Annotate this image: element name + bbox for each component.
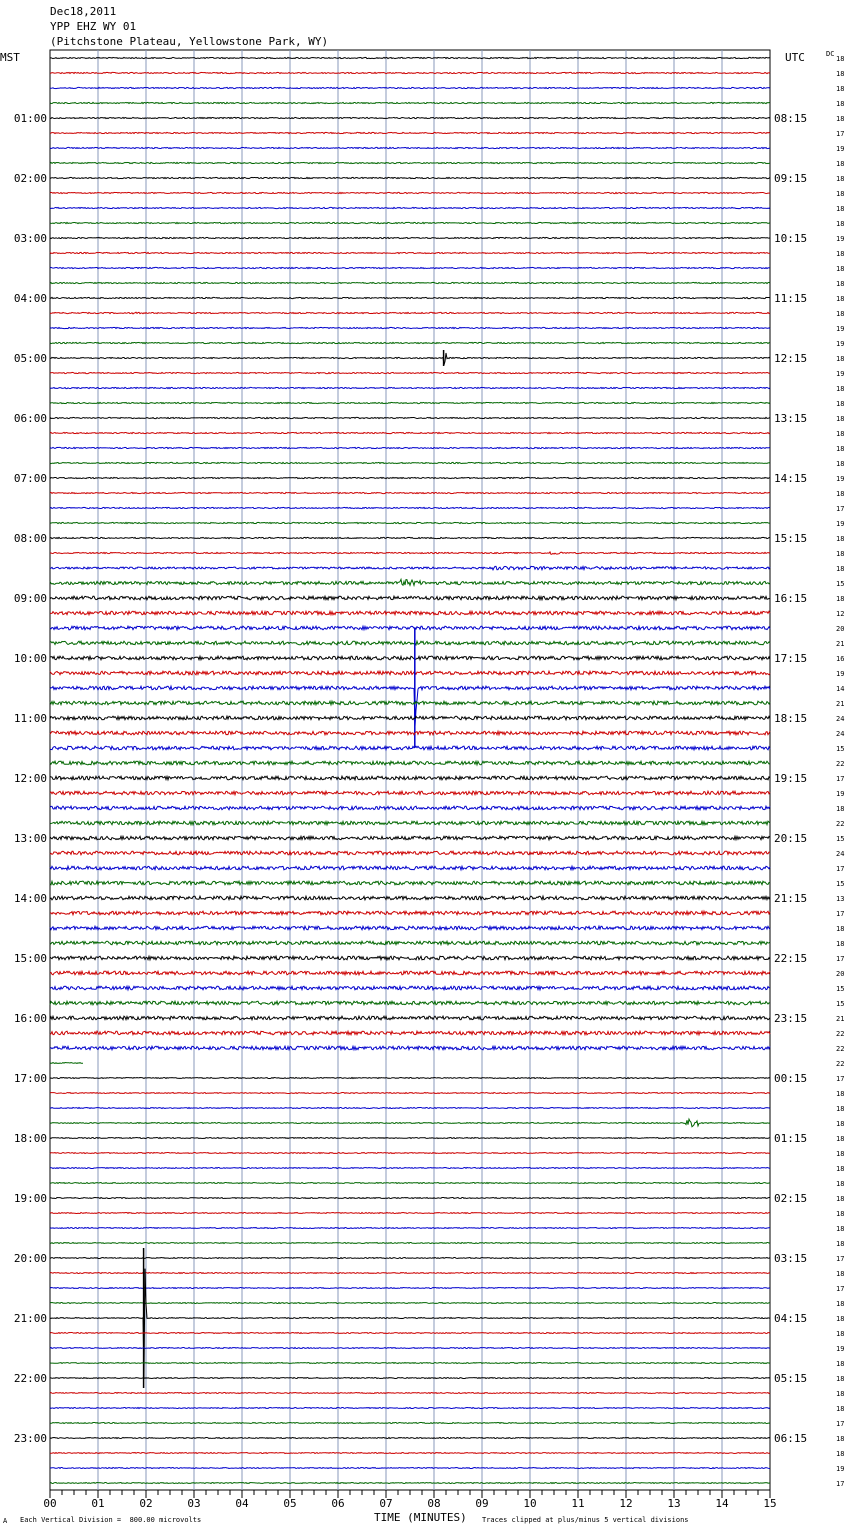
seismic-trace xyxy=(50,986,770,990)
seismic-trace xyxy=(50,1243,770,1244)
left-hour-label: 07:00 xyxy=(13,472,47,485)
seismic-trace xyxy=(50,522,770,523)
dc-offset-value: 21 xyxy=(836,1015,845,1023)
right-hour-label: 15:15 xyxy=(774,532,808,545)
dc-offset-value: 18 xyxy=(836,1165,845,1173)
seismic-trace xyxy=(50,1408,770,1409)
right-hour-label: 02:15 xyxy=(774,1192,808,1205)
x-tick-label: 14 xyxy=(715,1497,729,1510)
seismic-trace xyxy=(50,926,770,930)
dc-offset-value: 15 xyxy=(836,880,845,888)
dc-offset-value: 18 xyxy=(836,160,845,168)
seismic-trace xyxy=(50,1153,770,1154)
dc-offset-value: 21 xyxy=(836,700,845,708)
seismic-trace xyxy=(50,641,770,645)
seismic-trace xyxy=(50,132,770,133)
left-hour-label: 05:00 xyxy=(13,352,47,365)
dc-offset-value: 18 xyxy=(836,490,845,498)
seismic-trace xyxy=(50,1438,770,1439)
footer-scale-note: Each Vertical Division = 800.00 microvolts xyxy=(20,1516,202,1524)
dc-offset-value: 18 xyxy=(836,280,845,288)
dc-offset-value: 24 xyxy=(836,730,845,738)
right-hour-label: 16:15 xyxy=(774,592,808,605)
seismic-trace xyxy=(50,1198,770,1199)
right-hour-label: 22:15 xyxy=(774,952,808,965)
seismic-trace xyxy=(50,1108,770,1109)
dc-offset-value: 15 xyxy=(836,985,845,993)
seismic-trace xyxy=(50,1183,770,1184)
dc-offset-value: 18 xyxy=(836,1300,845,1308)
right-hour-label: 11:15 xyxy=(774,292,808,305)
seismic-trace xyxy=(50,1378,770,1379)
right-timezone-label: UTC xyxy=(785,51,805,64)
dc-offset-value: 18 xyxy=(836,805,845,813)
left-hour-label: 01:00 xyxy=(13,112,47,125)
dc-offset-value: 17 xyxy=(836,1420,845,1428)
dc-offset-value: 15 xyxy=(836,745,845,753)
header-date: Dec18,2011 xyxy=(50,5,117,18)
seismic-trace xyxy=(50,896,770,900)
seismic-trace xyxy=(50,626,770,630)
dc-offset-value: 19 xyxy=(836,1465,845,1473)
dc-offset-value: 17 xyxy=(836,775,845,783)
seismic-trace xyxy=(50,477,770,478)
dc-offset-value: 21 xyxy=(836,640,845,648)
dc-offset-value: 18 xyxy=(836,565,845,573)
dc-offset-value: 19 xyxy=(836,670,845,678)
dc-offset-value: 24 xyxy=(836,850,845,858)
seismic-trace xyxy=(50,1273,770,1274)
dc-offset-value: 16 xyxy=(836,655,845,663)
x-tick-label: 09 xyxy=(475,1497,489,1510)
seismic-trace xyxy=(50,1258,770,1259)
x-tick-label: 11 xyxy=(571,1497,585,1510)
left-hour-label: 21:00 xyxy=(13,1312,47,1325)
seismic-trace xyxy=(50,1303,770,1304)
left-hour-label: 19:00 xyxy=(13,1192,47,1205)
seismic-trace xyxy=(50,402,770,403)
seismic-trace xyxy=(50,566,770,570)
left-hour-label: 16:00 xyxy=(13,1012,47,1025)
dc-offset-value: 22 xyxy=(836,1030,845,1038)
dc-offset-value: 18 xyxy=(836,1090,845,1098)
dc-offset-value: 18 xyxy=(836,1105,845,1113)
left-hour-label: 09:00 xyxy=(13,592,47,605)
dc-offset-value: 19 xyxy=(836,1345,845,1353)
right-hour-label: 08:15 xyxy=(774,112,808,125)
right-hour-label: 20:15 xyxy=(774,832,808,845)
left-hour-label: 12:00 xyxy=(13,772,47,785)
seismic-trace xyxy=(50,731,770,735)
left-hour-label: 11:00 xyxy=(13,712,47,725)
right-hour-label: 23:15 xyxy=(774,1012,808,1025)
seismic-trace xyxy=(50,1119,770,1127)
header-location: (Pitchstone Plateau, Yellowstone Park, WY) xyxy=(50,35,329,48)
seismic-trace xyxy=(50,776,770,780)
seismic-trace xyxy=(50,1423,770,1424)
seismic-trace xyxy=(50,353,770,365)
seismic-trace xyxy=(50,387,770,388)
x-tick-label: 01 xyxy=(91,1497,105,1510)
right-hour-label: 03:15 xyxy=(774,1252,808,1265)
right-hour-label: 05:15 xyxy=(774,1372,808,1385)
dc-offset-value: 18 xyxy=(836,550,845,558)
right-hour-label: 06:15 xyxy=(774,1432,808,1445)
dc-offset-value: 22 xyxy=(836,1060,845,1068)
x-tick-label: 10 xyxy=(523,1497,537,1510)
dc-offset-value: 20 xyxy=(836,970,845,978)
dc-offset-value: 19 xyxy=(836,340,845,348)
dc-offset-value: 12 xyxy=(836,610,845,618)
seismic-trace xyxy=(50,1333,770,1334)
x-tick-label: 06 xyxy=(331,1497,345,1510)
dc-offset-value: 18 xyxy=(836,1150,845,1158)
left-hour-label: 23:00 xyxy=(13,1432,47,1445)
dc-offset-value: 18 xyxy=(836,295,845,303)
right-hour-label: 13:15 xyxy=(774,412,808,425)
seismic-trace xyxy=(50,177,770,178)
dc-offset-value: 17 xyxy=(836,1075,845,1083)
seismic-trace xyxy=(50,1483,770,1484)
dc-offset-value: 17 xyxy=(836,865,845,873)
seismic-trace xyxy=(50,162,770,163)
dc-offset-value: 17 xyxy=(836,130,845,138)
seismic-trace xyxy=(50,746,770,750)
dc-offset-value: 18 xyxy=(836,310,845,318)
left-hour-label: 13:00 xyxy=(13,832,47,845)
seismic-trace xyxy=(50,866,770,870)
left-hour-label: 04:00 xyxy=(13,292,47,305)
dc-label: DC xyxy=(826,50,835,58)
dc-offset-value: 18 xyxy=(836,400,845,408)
seismic-trace xyxy=(50,1348,770,1349)
dc-offset-value: 18 xyxy=(836,100,845,108)
seismic-trace xyxy=(50,1363,770,1364)
seismic-trace xyxy=(50,117,770,118)
right-hour-label: 09:15 xyxy=(774,172,808,185)
dc-offset-value: 19 xyxy=(836,235,845,243)
seismic-trace xyxy=(50,507,770,508)
left-hour-label: 02:00 xyxy=(13,172,47,185)
dc-offset-value: 18 xyxy=(836,1435,845,1443)
left-hour-label: 22:00 xyxy=(13,1372,47,1385)
dc-offset-value: 18 xyxy=(836,415,845,423)
dc-offset-value: 18 xyxy=(836,1330,845,1338)
dc-offset-value: 17 xyxy=(836,1255,845,1263)
seismic-trace xyxy=(50,1269,770,1378)
seismic-trace xyxy=(50,237,770,238)
seismic-trace xyxy=(50,806,770,810)
dc-offset-value: 24 xyxy=(836,715,845,723)
x-tick-label: 03 xyxy=(187,1497,201,1510)
left-hour-label: 06:00 xyxy=(13,412,47,425)
x-tick-label: 15 xyxy=(763,1497,777,1510)
left-hour-label: 10:00 xyxy=(13,652,47,665)
seismic-trace xyxy=(50,791,770,795)
dc-offset-value: 17 xyxy=(836,910,845,918)
seismic-trace xyxy=(50,881,770,885)
dc-offset-value: 18 xyxy=(836,1210,845,1218)
dc-offset-value: 18 xyxy=(836,1120,845,1128)
seismic-trace xyxy=(50,1078,770,1079)
left-hour-label: 18:00 xyxy=(13,1132,47,1145)
dc-offset-value: 17 xyxy=(836,1480,845,1488)
dc-offset-value: 19 xyxy=(836,520,845,528)
dc-offset-value: 17 xyxy=(836,505,845,513)
seismic-trace xyxy=(50,716,770,720)
dc-offset-value: 22 xyxy=(836,1045,845,1053)
seismic-trace xyxy=(50,327,770,328)
seismic-trace xyxy=(50,192,770,193)
seismic-trace xyxy=(50,701,770,705)
dc-offset-value: 19 xyxy=(836,475,845,483)
dc-offset-value: 15 xyxy=(836,1000,845,1008)
dc-offset-value: 19 xyxy=(836,790,845,798)
dc-offset-value: 18 xyxy=(836,1375,845,1383)
seismic-trace xyxy=(50,956,770,960)
dc-offset-value: 19 xyxy=(836,145,845,153)
seismic-trace xyxy=(50,447,770,448)
dc-offset-value: 18 xyxy=(836,1405,845,1413)
dc-offset-value: 18 xyxy=(836,1270,845,1278)
footer-clip-note: Traces clipped at plus/minus 5 vertical divisions xyxy=(482,1516,689,1524)
x-tick-label: 07 xyxy=(379,1497,393,1510)
dc-offset-value: 18 xyxy=(836,190,845,198)
dc-offset-value: 18 xyxy=(836,250,845,258)
seismic-trace xyxy=(50,87,770,88)
seismic-trace xyxy=(50,207,770,208)
seismic-trace xyxy=(50,1168,770,1169)
seismic-trace xyxy=(50,312,770,314)
seismic-trace xyxy=(50,656,770,660)
left-hour-label: 15:00 xyxy=(13,952,47,965)
dc-offset-value: 18 xyxy=(836,1195,845,1203)
right-hour-label: 00:15 xyxy=(774,1072,808,1085)
dc-offset-value: 22 xyxy=(836,760,845,768)
dc-offset-value: 18 xyxy=(836,940,845,948)
dc-offset-value: 17 xyxy=(836,955,845,963)
seismic-trace xyxy=(50,537,770,538)
seismic-trace xyxy=(50,761,770,765)
dc-offset-value: 22 xyxy=(836,820,845,828)
dc-offset-value: 18 xyxy=(836,535,845,543)
x-axis-title: TIME (MINUTES) xyxy=(374,1511,467,1524)
seismic-trace xyxy=(50,102,770,103)
seismic-trace xyxy=(50,686,770,726)
seismic-trace xyxy=(50,1138,770,1139)
x-tick-label: 05 xyxy=(283,1497,297,1510)
seismic-trace xyxy=(50,417,770,418)
seismic-trace xyxy=(50,1031,770,1035)
seismic-trace xyxy=(50,147,770,148)
seismic-trace xyxy=(50,222,770,223)
dc-offset-value: 18 xyxy=(836,385,845,393)
seismic-trace xyxy=(50,1288,770,1289)
seismic-trace xyxy=(50,596,770,600)
dc-offset-value: 20 xyxy=(836,625,845,633)
right-hour-label: 18:15 xyxy=(774,712,808,725)
x-tick-label: 12 xyxy=(619,1497,633,1510)
dc-offset-value: 18 xyxy=(836,1135,845,1143)
seismic-trace xyxy=(50,57,770,58)
right-hour-label: 14:15 xyxy=(774,472,808,485)
seismic-trace xyxy=(50,941,770,945)
dc-offset-value: 18 xyxy=(836,595,845,603)
seismic-trace xyxy=(50,342,770,343)
right-hour-label: 10:15 xyxy=(774,232,808,245)
plot-frame xyxy=(50,50,770,1490)
right-hour-label: 01:15 xyxy=(774,1132,808,1145)
seismic-trace xyxy=(50,671,770,675)
dc-offset-value: 18 xyxy=(836,220,845,228)
dc-offset-value: 18 xyxy=(836,445,845,453)
right-hour-label: 21:15 xyxy=(774,892,808,905)
left-hour-label: 20:00 xyxy=(13,1252,47,1265)
right-hour-label: 17:15 xyxy=(774,652,808,665)
header-station: YPP EHZ WY 01 xyxy=(50,20,137,33)
dc-offset-value: 13 xyxy=(836,895,845,903)
dc-offset-value: 18 xyxy=(836,175,845,183)
dc-offset-value: 18 xyxy=(836,55,845,63)
dc-offset-value: 15 xyxy=(836,580,845,588)
seismic-trace xyxy=(50,851,770,855)
dc-offset-value: 18 xyxy=(836,1360,845,1368)
right-hour-label: 12:15 xyxy=(774,352,808,365)
left-hour-label: 14:00 xyxy=(13,892,47,905)
dc-offset-value: 18 xyxy=(836,1450,845,1458)
seismic-trace xyxy=(50,1228,770,1229)
seismic-trace xyxy=(50,1468,770,1469)
dc-offset-value: 19 xyxy=(836,325,845,333)
seismic-trace xyxy=(50,297,770,298)
dc-offset-value: 18 xyxy=(836,115,845,123)
x-tick-label: 02 xyxy=(139,1497,153,1510)
dc-offset-value: 18 xyxy=(836,265,845,273)
x-tick-label: 00 xyxy=(43,1497,57,1510)
dc-offset-value: 18 xyxy=(836,460,845,468)
left-hour-label: 17:00 xyxy=(13,1072,47,1085)
dc-offset-value: 18 xyxy=(836,355,845,363)
seismic-trace xyxy=(50,282,770,283)
dc-offset-value: 18 xyxy=(836,1180,845,1188)
seismic-trace xyxy=(50,836,770,840)
seismic-trace xyxy=(50,252,770,253)
seismic-trace xyxy=(50,552,770,554)
dc-offset-value: 14 xyxy=(836,685,845,693)
seismic-trace xyxy=(50,821,770,825)
seismic-trace xyxy=(50,1063,83,1064)
seismic-trace xyxy=(50,611,770,615)
seismic-trace xyxy=(50,1093,770,1094)
seismic-trace xyxy=(50,579,770,585)
x-tick-label: 04 xyxy=(235,1497,249,1510)
footer-mark: A xyxy=(3,1517,8,1525)
seismic-trace xyxy=(50,971,770,975)
seismic-trace xyxy=(50,1046,770,1050)
dc-offset-value: 18 xyxy=(836,430,845,438)
seismic-trace xyxy=(50,1453,770,1454)
dc-offset-value: 18 xyxy=(836,1390,845,1398)
seismic-trace xyxy=(50,911,770,915)
seismic-trace xyxy=(50,1213,770,1214)
dc-offset-value: 18 xyxy=(836,1315,845,1323)
dc-offset-value: 18 xyxy=(836,1225,845,1233)
seismic-trace xyxy=(50,1016,770,1020)
seismic-trace xyxy=(50,492,770,493)
dc-offset-value: 18 xyxy=(836,85,845,93)
dc-offset-value: 18 xyxy=(836,70,845,78)
dc-offset-value: 17 xyxy=(836,1285,845,1293)
dc-offset-value: 19 xyxy=(836,370,845,378)
seismic-trace xyxy=(50,1001,770,1005)
seismic-trace xyxy=(50,1393,770,1394)
left-timezone-label: MST xyxy=(0,51,20,64)
seismic-trace xyxy=(50,267,770,268)
dc-offset-value: 15 xyxy=(836,835,845,843)
right-hour-label: 04:15 xyxy=(774,1312,808,1325)
dc-offset-value: 18 xyxy=(836,205,845,213)
seismic-trace xyxy=(50,432,770,433)
seismic-trace xyxy=(50,462,770,463)
seismic-trace xyxy=(50,72,770,73)
seismic-trace xyxy=(50,372,770,373)
x-tick-label: 08 xyxy=(427,1497,441,1510)
dc-offset-value: 18 xyxy=(836,1240,845,1248)
left-hour-label: 08:00 xyxy=(13,532,47,545)
dc-offset-value: 18 xyxy=(836,925,845,933)
x-tick-label: 13 xyxy=(667,1497,681,1510)
right-hour-label: 19:15 xyxy=(774,772,808,785)
left-hour-label: 03:00 xyxy=(13,232,47,245)
